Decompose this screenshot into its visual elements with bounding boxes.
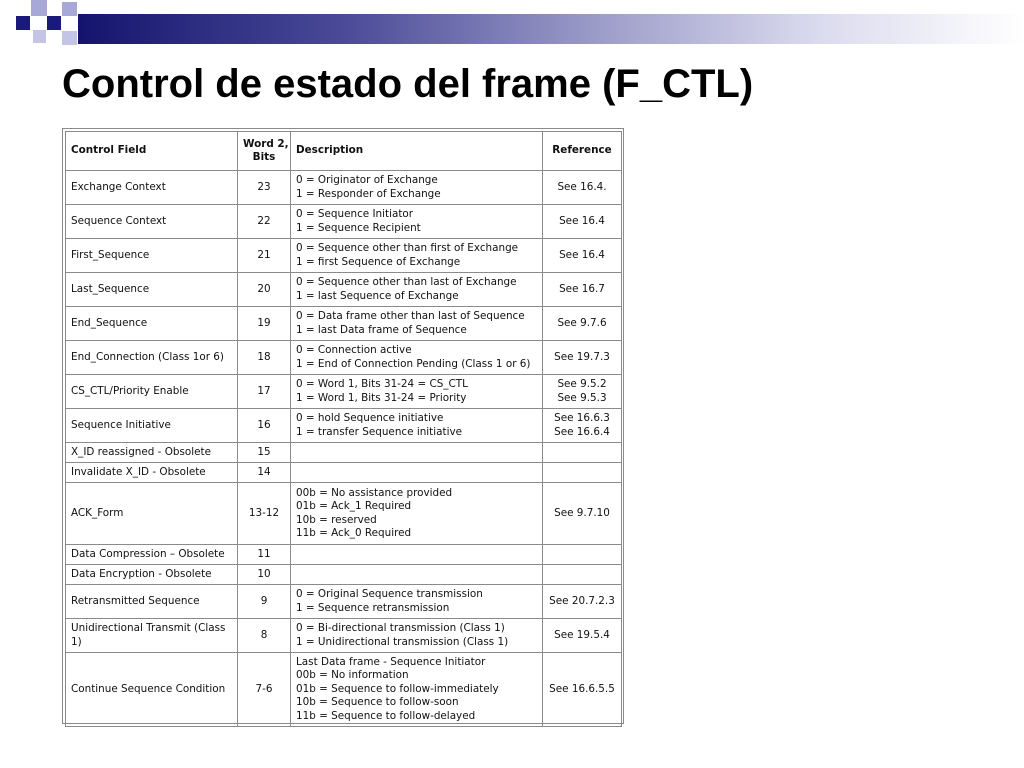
reference-line: See 16.4. [557,180,607,193]
cell-word-bits: 10 [238,565,291,585]
cell-description [291,653,543,727]
cell-word-bits: 19 [238,307,291,341]
description-line: 01b = Sequence to follow-immediately [296,682,499,695]
cell-description [291,619,543,653]
cell-word-bits: 13-12 [238,483,291,545]
cell-reference [543,171,622,205]
cell-control-field: Data Encryption - Obsolete [66,565,238,585]
description-line: 1 = last Sequence of Exchange [296,289,459,302]
reference-line: See 9.5.2 [557,378,607,390]
description-line: 10b = Sequence to follow-soon [296,696,459,709]
description-line: 1 = Sequence retransmission [296,601,450,614]
cell-word-bits: 7-6 [238,653,291,727]
cell-reference [543,653,622,727]
table-row [66,171,622,205]
table-row [66,619,622,653]
corner-square-lavender [31,0,47,16]
cell-reference [543,239,622,273]
description-line: 0 = Connection active [296,344,412,356]
cell-description [291,239,543,273]
cell-description [291,443,543,463]
corner-square-lavender-right [62,2,77,16]
cell-description [291,565,543,585]
description-line: 0 = Original Sequence transmission [296,588,483,600]
reference-line: See 16.6.3 [554,412,610,424]
reference-line: See 16.6.4 [554,425,610,438]
cell-control-field: Retransmitted Sequence [66,585,238,619]
cell-description [291,307,543,341]
cell-control-field: X_ID reassigned - Obsolete [66,443,238,463]
cell-control-field: Data Compression – Obsolete [66,545,238,565]
description-line: 1 = last Data frame of Sequence [296,323,467,336]
reference-line: See 19.5.4 [554,628,610,641]
table-row [66,239,622,273]
description-line: 1 = transfer Sequence initiative [296,425,463,438]
table-header-row [66,132,622,171]
cell-reference [543,273,622,307]
cell-description [291,375,543,409]
cell-control-field: Exchange Context [66,171,238,205]
table-row [66,443,622,463]
cell-word-bits: 15 [238,443,291,463]
table-row [66,409,622,443]
cell-control-field: ACK_Form [66,483,238,545]
cell-reference [543,409,622,443]
description-line: 0 = Data frame other than last of Sequence [296,310,525,322]
description-line: 1 = first Sequence of Exchange [296,255,461,268]
cell-control-field: End_Connection (Class 1or 6) [66,341,238,375]
cell-reference [543,341,622,375]
reference-line: See 9.7.10 [554,506,610,519]
cell-description [291,273,543,307]
description-line: 01b = Ack_1 Required [296,500,412,512]
cell-reference [543,565,622,585]
cell-description [291,545,543,565]
description-line: 0 = hold Sequence initiative [296,412,444,424]
header-description: Description [291,132,543,171]
cell-reference [543,483,622,545]
table-row [66,375,622,409]
reference-line: See 16.7 [559,282,605,295]
table-row [66,341,622,375]
corner-square-navy-right [47,16,61,30]
cell-reference [543,443,622,463]
description-line: 1 = Word 1, Bits 31-24 = Priority [296,391,467,404]
reference-line: See 20.7.2.3 [549,594,615,607]
corner-square-lavender-small [33,30,46,43]
cell-word-bits: 22 [238,205,291,239]
table-row [66,585,622,619]
table-row [66,463,622,483]
description-line: 1 = Unidirectional transmission (Class 1) [296,635,509,648]
cell-reference [543,463,622,483]
cell-description [291,341,543,375]
header-control-field: Control Field [66,132,238,171]
description-line: 1 = Sequence Recipient [296,221,421,234]
cell-reference [543,307,622,341]
reference-line: See 16.4 [559,214,605,227]
description-line: 0 = Sequence other than last of Exchange [296,276,517,288]
description-line: 1 = Responder of Exchange [296,187,441,200]
cell-word-bits: 21 [238,239,291,273]
cell-reference [543,585,622,619]
f-ctl-table [65,131,622,727]
cell-word-bits: 11 [238,545,291,565]
table-row [66,545,622,565]
reference-line: See 19.7.3 [554,350,610,363]
cell-word-bits: 18 [238,341,291,375]
table-row [66,205,622,239]
cell-description [291,585,543,619]
cell-word-bits: 9 [238,585,291,619]
cell-word-bits: 20 [238,273,291,307]
cell-reference [543,205,622,239]
header-word-bits-line2: Bits [252,151,276,163]
cell-word-bits: 14 [238,463,291,483]
description-line: 0 = Bi-directional transmission (Class 1) [296,622,505,634]
cell-word-bits: 8 [238,619,291,653]
description-line: 11b = Sequence to follow-delayed [296,709,476,722]
corner-square-lavender-bottom [62,31,77,45]
header-gradient-bar [78,14,1024,44]
f-ctl-table-frame [62,128,624,724]
cell-reference [543,545,622,565]
cell-control-field: End_Sequence [66,307,238,341]
corner-square-navy [16,16,30,30]
cell-control-field: CS_CTL/Priority Enable [66,375,238,409]
description-line: 10b = reserved [296,513,377,526]
description-line: Last Data frame - Sequence Initiator [296,655,486,668]
table-row [66,273,622,307]
description-line: 1 = End of Connection Pending (Class 1 or 6) [296,357,531,370]
description-line: 00b = No information [296,669,409,682]
header-word-bits [238,132,291,171]
header-word-bits-line1: Word 2, [243,137,289,150]
cell-description [291,463,543,483]
cell-control-field: Unidirectional Transmit (Class 1) [66,619,238,653]
cell-control-field: Last_Sequence [66,273,238,307]
cell-word-bits: 23 [238,171,291,205]
cell-word-bits: 17 [238,375,291,409]
reference-line: See 9.5.3 [557,391,607,404]
cell-word-bits: 16 [238,409,291,443]
description-line: 0 = Sequence Initiator [296,208,414,220]
table-row [66,653,622,727]
cell-description [291,205,543,239]
description-line: 0 = Sequence other than first of Exchange [296,242,519,254]
table-body [66,171,622,727]
cell-control-field: Sequence Context [66,205,238,239]
reference-line: See 9.7.6 [557,316,607,329]
cell-description [291,483,543,545]
description-line: 00b = No assistance provided [296,486,453,499]
cell-reference [543,619,622,653]
cell-control-field: Continue Sequence Condition [66,653,238,727]
reference-line: See 16.4 [559,248,605,261]
description-line: 11b = Ack_0 Required [296,527,412,539]
header-reference: Reference [543,132,622,171]
cell-description [291,409,543,443]
slide-title: Control de estado del frame (F_CTL) [62,62,754,106]
cell-control-field: Sequence Initiative [66,409,238,443]
description-line: 0 = Originator of Exchange [296,174,438,186]
cell-reference [543,375,622,409]
table-row [66,483,622,545]
table-row [66,565,622,585]
cell-control-field: Invalidate X_ID - Obsolete [66,463,238,483]
cell-control-field: First_Sequence [66,239,238,273]
reference-line: See 16.6.5.5 [549,682,615,695]
description-line: 0 = Word 1, Bits 31-24 = CS_CTL [296,378,468,390]
table-row [66,307,622,341]
cell-description [291,171,543,205]
